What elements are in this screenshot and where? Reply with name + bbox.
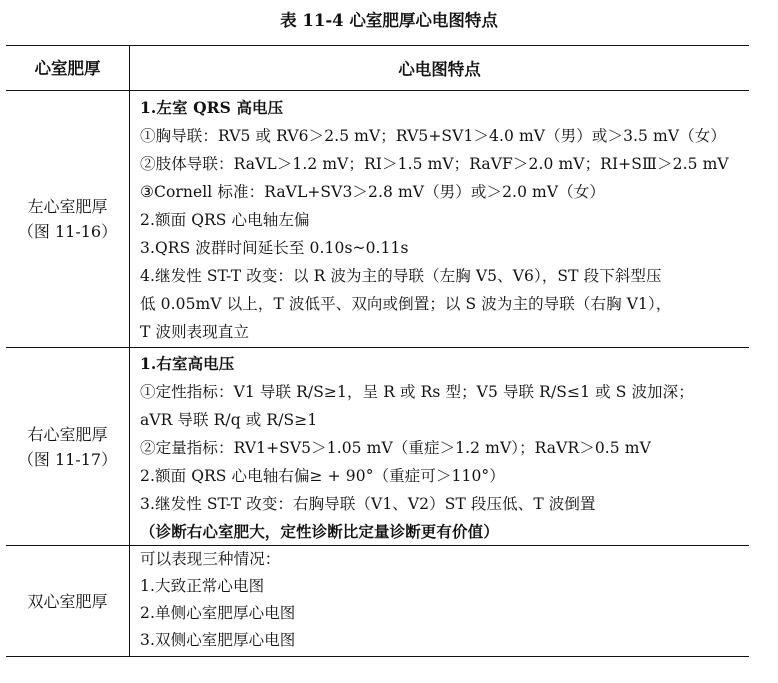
row-label-name: 双心室肥厚 xyxy=(27,591,108,611)
table-header-row xyxy=(6,46,749,91)
row-label-name: 左心室肥厚 xyxy=(27,197,108,216)
row-features xyxy=(130,91,749,347)
feature-line: 低 0.05mV 以上，T 波低平、双向或倒置；以 S 波为主的导联（右胸 V1）， xyxy=(140,295,672,313)
table-row-left-ventricular xyxy=(6,91,749,348)
row-label-name: 右心室肥厚 xyxy=(27,424,108,444)
feature-line: 1.右室高电压 xyxy=(140,354,235,373)
row-label xyxy=(6,91,130,347)
header-col-hypertrophy: 心室肥厚 xyxy=(6,46,130,90)
feature-line: T 波则表现直立 xyxy=(140,323,250,341)
feature-line: 3.继发性 ST-T 改变：右胸导联（V1、V2）ST 段压低、T 波倒置 xyxy=(140,495,596,513)
row-label-figure-ref: （图 11-16） xyxy=(17,222,118,241)
ventricular-hypertrophy-table xyxy=(6,45,749,657)
feature-line: ①胸导联：RV5 或 RV6＞2.5 mV；RV5+SV1＞4.0 mV（男）或＞3.5 mV（女） xyxy=(140,127,726,145)
feature-line: 1.大致正常心电图 xyxy=(140,577,265,595)
feature-line: 2.额面 QRS 心电轴左偏 xyxy=(140,211,310,229)
row-features xyxy=(130,546,749,656)
row-features xyxy=(130,348,749,545)
feature-note: （诊断右心室肥大，定性诊断比定量诊断更有价值） xyxy=(140,522,499,541)
table-row-right-ventricular xyxy=(6,348,749,546)
feature-line: 4.继发性 ST-T 改变：以 R 波为主的导联（左胸 V5、V6），ST 段下斜型压 xyxy=(140,267,662,285)
feature-line: 1.左室 QRS 高电压 xyxy=(140,98,284,117)
feature-line: 2.单侧心室肥厚心电图 xyxy=(140,604,296,622)
header-col-ecg-features: 心电图特点 xyxy=(398,60,481,79)
feature-line: 3.QRS 波群时间延长至 0.10s~0.11s xyxy=(140,239,409,257)
feature-line: ①定性指标：V1 导联 R/S≥1，呈 R 或 Rs 型；V5 导联 R/S≤1 或 S 波加深； xyxy=(140,383,694,401)
table-row-biventricular xyxy=(6,546,749,656)
feature-line: aVR 导联 R/q 或 R/S≥1 xyxy=(140,411,318,429)
feature-line: ②定量指标：RV1+SV5＞1.05 mV（重症＞1.2 mV）；RaVR＞0.5 mV xyxy=(140,439,651,457)
row-label-figure-ref: （图 11-17） xyxy=(17,449,118,469)
row-label xyxy=(6,348,130,545)
feature-line: 可以表现三种情况： xyxy=(140,550,281,568)
feature-line: 2.额面 QRS 心电轴右偏≥ + 90°（重症可＞110°） xyxy=(140,467,505,485)
feature-line: ③Cornell 标准：RaVL+SV3＞2.8 mV（男）或＞2.0 mV（女） xyxy=(140,183,605,201)
feature-line: 3.双侧心室肥厚心电图 xyxy=(140,631,296,649)
feature-line: ②肢体导联：RaVL＞1.2 mV；RⅠ＞1.5 mV；RaVF＞2.0 mV；RⅠ+SⅢ＞2.5 mV xyxy=(140,155,729,173)
table-title: 表 11-4 心室肥厚心电图特点 xyxy=(280,11,498,30)
row-label xyxy=(6,546,130,656)
